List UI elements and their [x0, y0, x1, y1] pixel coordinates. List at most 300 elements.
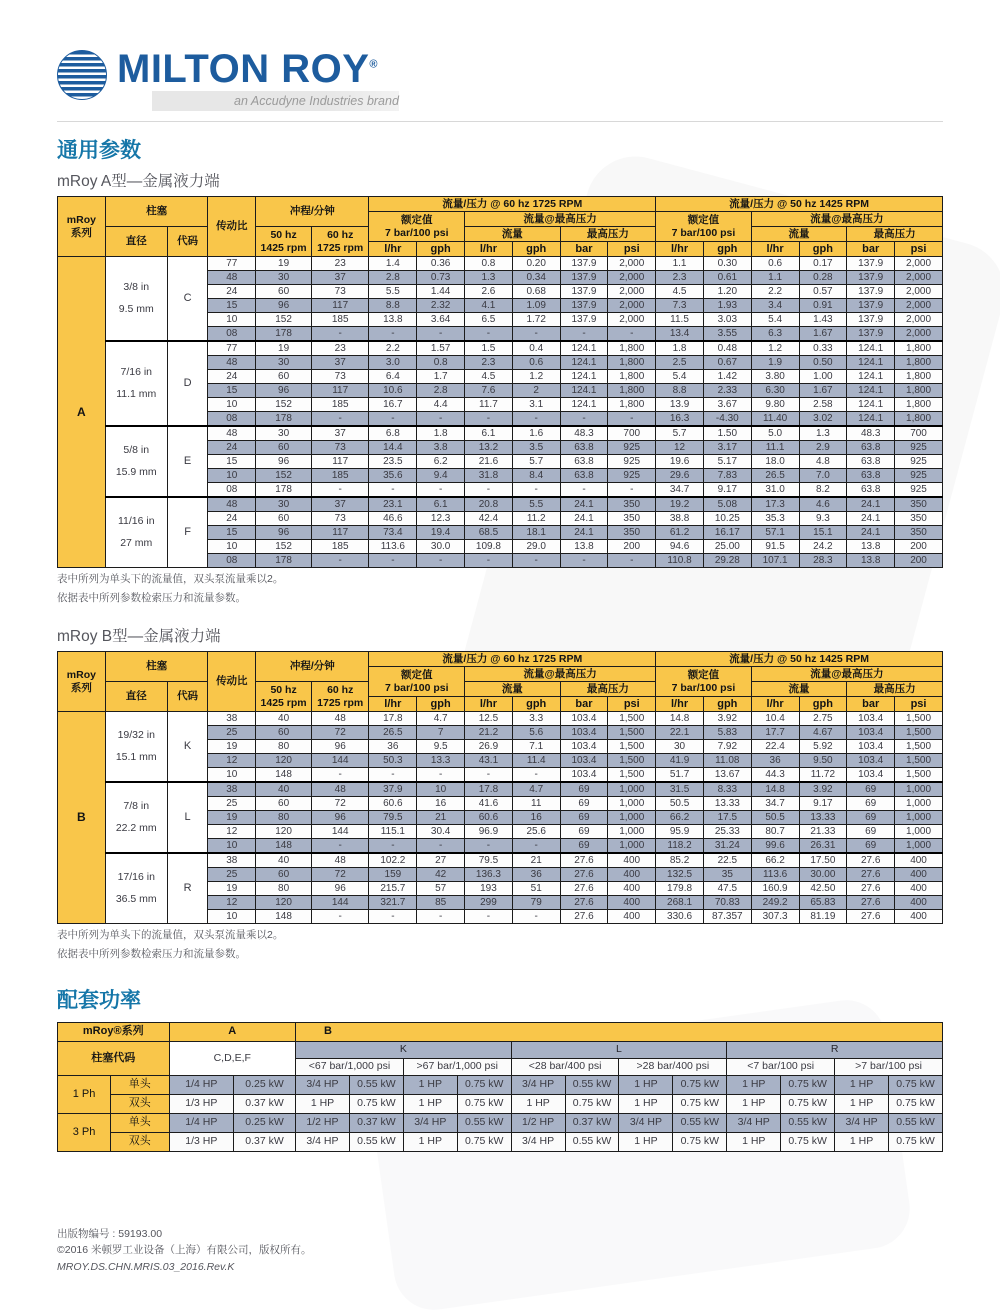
spec-value-cell: 34.7: [656, 483, 704, 498]
spec-value-cell: 66.2: [656, 811, 704, 825]
spec-value-cell: 1.2: [751, 341, 799, 356]
spec-value-cell: 350: [895, 512, 943, 526]
spec-value-cell: 85: [417, 896, 465, 910]
spec-value-cell: 60: [256, 512, 312, 526]
spec-value-cell: -: [465, 768, 513, 783]
col-header-unit: l/hr: [369, 242, 417, 257]
spec-value-cell: 30: [256, 271, 312, 285]
spec-value-cell: 5.7: [512, 455, 560, 469]
spec-value-cell: 2,000: [895, 327, 943, 342]
plunger-diameter-cell: 19/32 in 15.1 mm: [105, 712, 167, 783]
spec-value-cell: 1.43: [799, 313, 847, 327]
spec-value-cell: -: [465, 483, 513, 498]
power-row: [58, 1075, 943, 1094]
spec-value-cell: 103.4: [847, 740, 895, 754]
spec-value-cell: 1.5: [465, 341, 513, 356]
spec-value-cell: 48: [311, 782, 369, 797]
spec-value-cell: 22.1: [656, 726, 704, 740]
plunger-code-cell: D: [167, 341, 208, 426]
power-header-b: B: [296, 1022, 943, 1041]
power-value-cell: 0.55 kW: [673, 1113, 727, 1132]
spec-value-cell: 137.9: [847, 327, 895, 342]
spec-value-cell: 925: [895, 455, 943, 469]
spec-value-cell: -: [369, 412, 417, 427]
spec-value-cell: 69: [847, 797, 895, 811]
spec-value-cell: -: [369, 839, 417, 854]
spec-value-cell: 8.8: [656, 384, 704, 398]
spec-row: [58, 497, 943, 512]
spec-value-cell: 9.50: [799, 754, 847, 768]
spec-value-cell: 10.4: [751, 712, 799, 726]
section-title-matching-power: 配套功率: [57, 988, 141, 1012]
spec-value-cell: 13.33: [799, 811, 847, 825]
spec-value-cell: 36: [512, 868, 560, 882]
col-header-maxp-60: 最高压力: [560, 227, 656, 242]
spec-value-cell: 7.1: [512, 740, 560, 754]
spec-value-cell: 1,500: [608, 754, 656, 768]
spec-value-cell: -: [512, 412, 560, 427]
spec-value-cell: 6.8: [369, 426, 417, 441]
spec-value-cell: 1.67: [799, 327, 847, 342]
spec-value-cell: 400: [895, 868, 943, 882]
spec-value-cell: 23: [311, 257, 369, 271]
spec-value-cell: 2.9: [799, 441, 847, 455]
spec-value-cell: 3.8: [417, 441, 465, 455]
power-group-K: K: [296, 1041, 512, 1058]
col-header-unit: l/hr: [751, 242, 799, 257]
spec-value-cell: 7.0: [799, 469, 847, 483]
spec-value-cell: 2.75: [799, 712, 847, 726]
footer: [57, 1226, 312, 1275]
power-value-cell: 3/4 HP: [403, 1113, 457, 1132]
spec-value-cell: 63.8: [847, 469, 895, 483]
spec-value-cell: 117: [311, 455, 369, 469]
spec-value-cell: 124.1: [560, 384, 608, 398]
power-value-cell: 1 HP: [835, 1075, 889, 1094]
col-header-unit: psi: [608, 242, 656, 257]
spec-table-b-body: [58, 712, 943, 924]
spec-value-cell: 27.6: [560, 868, 608, 882]
spec-value-cell: 10: [208, 768, 256, 783]
col-header-rated-50: 额定值 7 bar/100 psi: [656, 667, 752, 697]
spec-value-cell: 137.9: [560, 257, 608, 271]
spec-value-cell: 144: [311, 754, 369, 768]
spec-value-cell: 15: [208, 299, 256, 313]
spec-value-cell: 179.8: [656, 882, 704, 896]
col-header-flow-50: 流量: [751, 227, 847, 242]
spec-value-cell: 12.3: [417, 512, 465, 526]
power-value-cell: 1 HP: [403, 1094, 457, 1113]
spec-value-cell: 19: [208, 811, 256, 825]
spec-value-cell: 3.80: [751, 370, 799, 384]
spec-value-cell: 17.8: [369, 712, 417, 726]
spec-value-cell: 0.48: [703, 341, 751, 356]
spec-value-cell: 102.2: [369, 853, 417, 868]
spec-value-cell: 2,000: [608, 285, 656, 299]
spec-value-cell: 120: [256, 754, 312, 768]
spec-value-cell: 925: [608, 441, 656, 455]
spec-value-cell: 16.3: [656, 412, 704, 427]
spec-value-cell: 8.8: [369, 299, 417, 313]
col-header-plunger: 柱塞: [105, 652, 208, 682]
spec-value-cell: 26.31: [799, 839, 847, 854]
spec-value-cell: 36: [751, 754, 799, 768]
spec-value-cell: 25: [208, 868, 256, 882]
spec-value-cell: 103.4: [847, 726, 895, 740]
spec-value-cell: 2.3: [465, 356, 513, 370]
spec-value-cell: 37: [311, 356, 369, 370]
spec-value-cell: 3.0: [369, 356, 417, 370]
spec-value-cell: 13.33: [703, 797, 751, 811]
power-table-header: [58, 1022, 943, 1075]
spec-value-cell: 14.8: [656, 712, 704, 726]
spec-value-cell: 925: [895, 441, 943, 455]
spec-value-cell: -4.30: [703, 412, 751, 427]
spec-value-cell: 44.3: [751, 768, 799, 783]
spec-value-cell: 60: [256, 868, 312, 882]
power-value-cell: 1 HP: [619, 1094, 673, 1113]
spec-value-cell: 11: [512, 797, 560, 811]
spec-value-cell: 69: [847, 825, 895, 839]
spec-value-cell: 27.6: [847, 853, 895, 868]
spec-value-cell: 96: [256, 384, 312, 398]
col-header-flow-60hz: 流量/压力 @ 60 hz 1725 RPM: [369, 197, 656, 212]
spec-value-cell: 1,800: [608, 384, 656, 398]
spec-value-cell: 24.1: [560, 512, 608, 526]
spec-value-cell: 330.6: [656, 910, 704, 924]
registered-mark: ®: [369, 58, 379, 71]
spec-value-cell: 6.1: [417, 497, 465, 512]
spec-value-cell: 77: [208, 257, 256, 271]
spec-value-cell: 27.6: [847, 910, 895, 924]
spec-value-cell: 13.4: [656, 327, 704, 342]
subtitle-mroy-b: mRoy B型—金属液力端: [57, 628, 221, 646]
power-head-label: 单头: [111, 1113, 169, 1132]
spec-value-cell: 124.1: [847, 370, 895, 384]
spec-value-cell: 109.8: [465, 540, 513, 554]
spec-value-cell: -: [465, 910, 513, 924]
spec-value-cell: 3.4: [751, 299, 799, 313]
spec-value-cell: -: [512, 839, 560, 854]
spec-value-cell: 1,800: [895, 398, 943, 412]
spec-value-cell: 5.92: [799, 740, 847, 754]
spec-value-cell: 4.5: [465, 370, 513, 384]
spec-value-cell: 1,500: [608, 740, 656, 754]
spec-value-cell: 29.28: [703, 554, 751, 568]
power-header-series: mRoy®系列: [58, 1022, 170, 1041]
spec-value-cell: 29.6: [656, 469, 704, 483]
spec-table-mroy-b: [57, 651, 943, 924]
spec-value-cell: 400: [608, 896, 656, 910]
spec-value-cell: 11.2: [512, 512, 560, 526]
spec-value-cell: 1,800: [608, 356, 656, 370]
spec-value-cell: 1.72: [512, 313, 560, 327]
spec-value-cell: 99.6: [751, 839, 799, 854]
power-value-cell: 0.37 kW: [565, 1113, 619, 1132]
spec-value-cell: 137.9: [847, 299, 895, 313]
spec-value-cell: 80: [256, 740, 312, 754]
col-header-flow-at-max-60: 流量@最高压力: [465, 212, 656, 227]
note-line-2b: 依据表中所列参数检索压力和流量参数。: [57, 947, 246, 960]
power-value-cell: 1 HP: [835, 1132, 889, 1151]
spec-value-cell: 30: [256, 497, 312, 512]
spec-value-cell: 1,000: [895, 811, 943, 825]
spec-value-cell: 38: [208, 782, 256, 797]
col-header-flow-60: 流量: [465, 682, 561, 697]
power-value-cell: 0.55 kW: [565, 1132, 619, 1151]
spec-value-cell: 3.55: [703, 327, 751, 342]
col-header-unit: bar: [847, 697, 895, 712]
spec-value-cell: 17.50: [799, 853, 847, 868]
spec-value-cell: 124.1: [560, 341, 608, 356]
spec-value-cell: 925: [895, 469, 943, 483]
col-header-unit: bar: [560, 242, 608, 257]
spec-value-cell: -: [311, 910, 369, 924]
spec-value-cell: 23.5: [369, 455, 417, 469]
spec-value-cell: 60: [256, 370, 312, 384]
spec-value-cell: 0.6: [512, 356, 560, 370]
spec-value-cell: 0.91: [799, 299, 847, 313]
spec-value-cell: 19: [208, 882, 256, 896]
spec-value-cell: -: [311, 483, 369, 498]
spec-value-cell: 1.1: [656, 257, 704, 271]
spec-value-cell: 185: [311, 469, 369, 483]
spec-value-cell: 24: [208, 441, 256, 455]
col-header-strokes: 冲程/分钟: [256, 197, 369, 227]
col-header-unit: gph: [417, 697, 465, 712]
spec-value-cell: 3.17: [703, 441, 751, 455]
col-header-flow-50hz: 流量/压力 @ 50 hz 1425 RPM: [656, 197, 943, 212]
power-value-cell: 1 HP: [511, 1094, 565, 1113]
spec-value-cell: 69: [560, 811, 608, 825]
spec-value-cell: 1,800: [608, 370, 656, 384]
spec-value-cell: 1.57: [417, 341, 465, 356]
spec-value-cell: 94.6: [656, 540, 704, 554]
spec-value-cell: 1,800: [895, 412, 943, 427]
document-revision: MROY.DS.CHN.MRIS.03_2016.Rev.K: [57, 1260, 235, 1273]
spec-value-cell: 160.9: [751, 882, 799, 896]
spec-value-cell: 4.6: [799, 497, 847, 512]
spec-table-a-header: [58, 197, 943, 257]
power-value-cell: 0.55 kW: [457, 1113, 511, 1132]
power-value-cell: 1/2 HP: [296, 1113, 350, 1132]
spec-value-cell: -: [608, 554, 656, 568]
spec-value-cell: 63.8: [560, 441, 608, 455]
spec-value-cell: 9.17: [799, 797, 847, 811]
power-value-cell: 1/2 HP: [511, 1113, 565, 1132]
spec-value-cell: 148: [256, 910, 312, 924]
spec-value-cell: 46.6: [369, 512, 417, 526]
spec-value-cell: 9.4: [417, 469, 465, 483]
spec-value-cell: 0.50: [799, 356, 847, 370]
power-value-cell: 1 HP: [403, 1075, 457, 1094]
spec-value-cell: 96: [311, 882, 369, 896]
spec-value-cell: 152: [256, 469, 312, 483]
spec-value-cell: 1,000: [895, 782, 943, 797]
spec-value-cell: 1,000: [608, 797, 656, 811]
col-header-rated-60: 额定值 7 bar/100 psi: [369, 212, 465, 242]
spec-value-cell: 178: [256, 412, 312, 427]
spec-value-cell: 13.8: [847, 540, 895, 554]
spec-value-cell: 30.00: [799, 868, 847, 882]
spec-value-cell: 0.4: [512, 341, 560, 356]
spec-value-cell: 24.1: [847, 497, 895, 512]
spec-value-cell: 3.92: [703, 712, 751, 726]
spec-value-cell: 124.1: [560, 356, 608, 370]
spec-value-cell: 2.2: [369, 341, 417, 356]
power-value-cell: 0.75 kW: [673, 1075, 727, 1094]
spec-value-cell: 400: [895, 910, 943, 924]
spec-table-a-body: [58, 257, 943, 568]
col-header-unit: gph: [417, 242, 465, 257]
spec-value-cell: -: [369, 554, 417, 568]
spec-value-cell: 73: [311, 441, 369, 455]
spec-value-cell: 28.3: [799, 554, 847, 568]
spec-value-cell: 27.6: [560, 853, 608, 868]
spec-value-cell: 3.92: [799, 782, 847, 797]
spec-value-cell: 0.36: [417, 257, 465, 271]
power-head-label: 单头: [111, 1075, 169, 1094]
col-header-flow-at-max-60: 流量@最高压力: [465, 667, 656, 682]
spec-value-cell: 11.4: [512, 754, 560, 768]
spec-value-cell: 3.67: [703, 398, 751, 412]
power-value-cell: 1 HP: [619, 1132, 673, 1151]
spec-value-cell: 113.6: [369, 540, 417, 554]
spec-value-cell: 24: [208, 370, 256, 384]
spec-value-cell: 4.67: [799, 726, 847, 740]
spec-value-cell: 3.3: [512, 712, 560, 726]
spec-value-cell: 42: [417, 868, 465, 882]
spec-value-cell: 19.2: [656, 497, 704, 512]
spec-value-cell: 19: [256, 341, 312, 356]
spec-value-cell: 137.9: [847, 313, 895, 327]
col-header-unit: bar: [847, 242, 895, 257]
power-head-label: 双头: [111, 1094, 169, 1113]
col-header-unit: l/hr: [465, 242, 513, 257]
spec-value-cell: 103.4: [560, 740, 608, 754]
spec-value-cell: -: [311, 839, 369, 854]
spec-value-cell: 60: [256, 441, 312, 455]
spec-value-cell: 103.4: [560, 712, 608, 726]
spec-value-cell: 7.3: [656, 299, 704, 313]
spec-value-cell: 41.6: [465, 797, 513, 811]
spec-value-cell: 3.03: [703, 313, 751, 327]
spec-value-cell: 2.8: [417, 384, 465, 398]
col-header-code: 代码: [167, 682, 208, 712]
power-value-cell: 0.75 kW: [457, 1094, 511, 1113]
logo-tagline: an Accudyne Industries brand: [234, 94, 399, 108]
power-value-cell: 0.55 kW: [349, 1132, 403, 1151]
spec-value-cell: 30: [256, 426, 312, 441]
spec-value-cell: 16: [417, 797, 465, 811]
spec-value-cell: 1,000: [608, 782, 656, 797]
power-pressure-range: <67 bar/1,000 psi: [296, 1058, 404, 1075]
col-header-unit: psi: [608, 697, 656, 712]
plunger-code-cell: C: [167, 257, 208, 342]
power-value-cell: 3/4 HP: [296, 1132, 350, 1151]
spec-value-cell: 1.6: [512, 426, 560, 441]
spec-value-cell: 19: [208, 740, 256, 754]
spec-value-cell: 23.1: [369, 497, 417, 512]
spec-value-cell: 25.00: [703, 540, 751, 554]
spec-value-cell: 1.9: [751, 356, 799, 370]
spec-value-cell: 31.8: [465, 469, 513, 483]
col-header-maxp-60: 最高压力: [560, 682, 656, 697]
spec-value-cell: 107.1: [751, 554, 799, 568]
spec-table-mroy-a: [57, 196, 943, 568]
spec-value-cell: 13.3: [417, 754, 465, 768]
spec-value-cell: -: [512, 554, 560, 568]
spec-value-cell: 08: [208, 412, 256, 427]
spec-value-cell: 1,800: [895, 356, 943, 370]
col-header-rated-50: 额定值 7 bar/100 psi: [656, 212, 752, 242]
power-value-cell: 0.75 kW: [349, 1094, 403, 1113]
col-header-unit: gph: [512, 242, 560, 257]
spec-value-cell: 1,500: [895, 726, 943, 740]
spec-value-cell: 10: [208, 313, 256, 327]
spec-value-cell: 11.08: [703, 754, 751, 768]
spec-value-cell: 5.6: [512, 726, 560, 740]
power-value-cell: 0.25 kW: [234, 1113, 296, 1132]
spec-value-cell: 2,000: [895, 299, 943, 313]
spec-value-cell: 73: [311, 370, 369, 384]
col-header-series: mRoy 系列: [58, 197, 106, 257]
spec-value-cell: 35.6: [369, 469, 417, 483]
spec-value-cell: 21.6: [465, 455, 513, 469]
spec-value-cell: 19.4: [417, 526, 465, 540]
spec-value-cell: 0.20: [512, 257, 560, 271]
plunger-code-cell: L: [167, 782, 208, 853]
spec-value-cell: 12: [208, 825, 256, 839]
spec-value-cell: 96.9: [465, 825, 513, 839]
spec-value-cell: 6.3: [751, 327, 799, 342]
spec-value-cell: 8.4: [512, 469, 560, 483]
spec-value-cell: 185: [311, 313, 369, 327]
spec-value-cell: 1.7: [417, 370, 465, 384]
spec-value-cell: 69: [560, 797, 608, 811]
spec-value-cell: -: [465, 412, 513, 427]
spec-value-cell: 1,500: [895, 768, 943, 783]
spec-value-cell: 5.4: [656, 370, 704, 384]
spec-value-cell: 1.42: [703, 370, 751, 384]
spec-value-cell: 10: [208, 398, 256, 412]
spec-value-cell: 152: [256, 398, 312, 412]
spec-value-cell: 13.9: [656, 398, 704, 412]
spec-value-cell: 30.0: [417, 540, 465, 554]
col-header-unit: psi: [895, 697, 943, 712]
spec-value-cell: 27.6: [847, 868, 895, 882]
power-value-cell: 0.75 kW: [457, 1075, 511, 1094]
spec-value-cell: 27.6: [560, 910, 608, 924]
power-pressure-range: >67 bar/1,000 psi: [403, 1058, 511, 1075]
spec-value-cell: 79.5: [369, 811, 417, 825]
series-cell: B: [58, 712, 106, 924]
spec-value-cell: 30: [256, 356, 312, 370]
spec-value-cell: 1,000: [895, 797, 943, 811]
spec-value-cell: 25.33: [703, 825, 751, 839]
spec-value-cell: 400: [608, 868, 656, 882]
spec-value-cell: -: [417, 412, 465, 427]
spec-value-cell: 200: [895, 540, 943, 554]
spec-value-cell: 0.57: [799, 285, 847, 299]
spec-value-cell: 15: [208, 455, 256, 469]
spec-value-cell: 24.1: [847, 526, 895, 540]
spec-value-cell: 200: [608, 540, 656, 554]
spec-value-cell: 103.4: [847, 754, 895, 768]
col-header-unit: gph: [512, 697, 560, 712]
spec-value-cell: -: [417, 554, 465, 568]
logo-wordmark: [117, 47, 399, 91]
